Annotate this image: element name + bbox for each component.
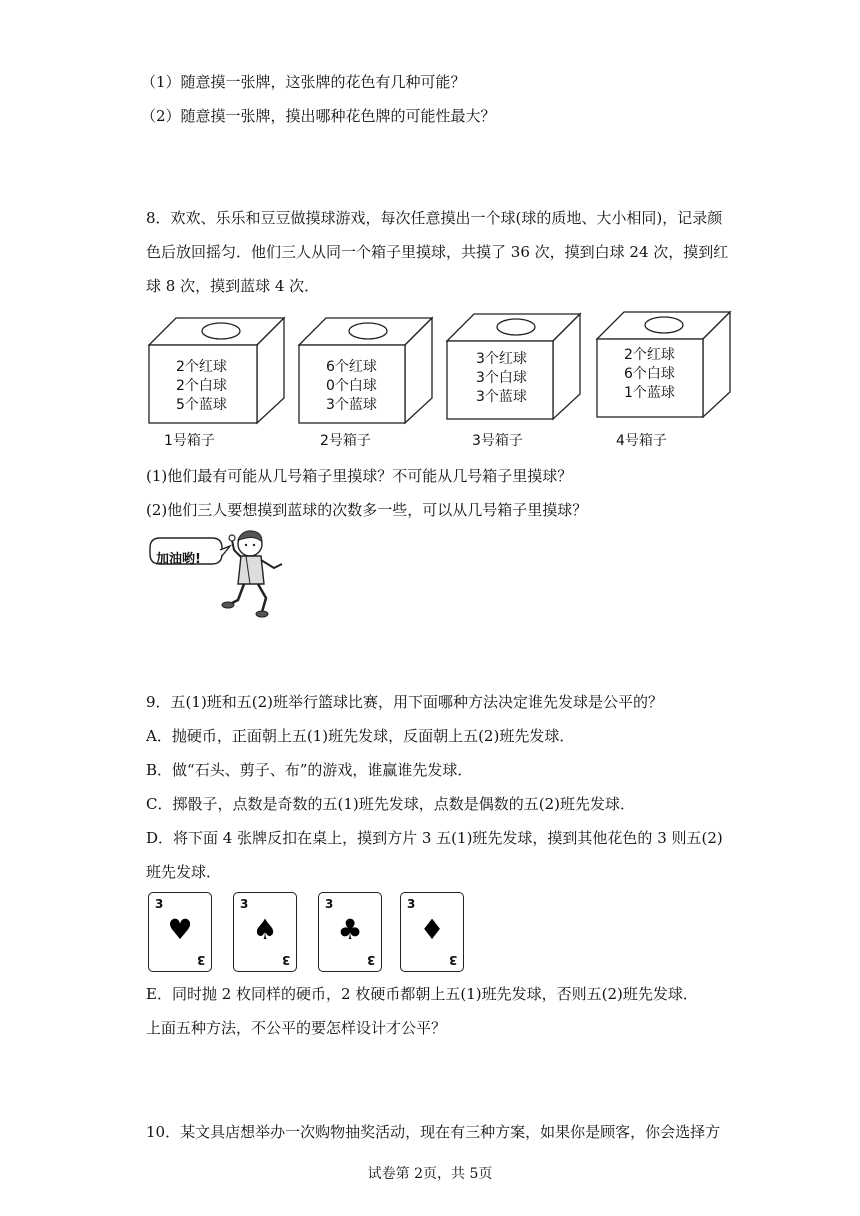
card-heart-3: [148, 892, 212, 972]
q7-sub2: （2）随意摸一张牌，摸出哪种花色牌的可能性最大？: [141, 107, 496, 125]
q8-stem-line3: 球 8 次，摸到蓝球 4 次．: [146, 277, 320, 295]
box-4-line-1: 2个红球: [624, 347, 675, 363]
cheering-kid-illustration: [146, 528, 296, 624]
box-4-line-3: 1个蓝球: [624, 385, 675, 401]
card-rank-inverted: 3: [196, 953, 205, 967]
card-rank-inverted: 3: [366, 953, 375, 967]
box-3-label: 3号箱子: [472, 433, 523, 449]
box-2-line-3: 3个蓝球: [326, 397, 377, 413]
box-4-line-2: 6个白球: [624, 366, 675, 382]
q8-stem-line1: 8．欢欢、乐乐和豆豆做摸球游戏，每次任意摸出一个球(球的质地、大小相同)，记录颜: [146, 209, 723, 227]
q9-option-c: C．掷骰子，点数是奇数的五(1)班先发球，点数是偶数的五(2)班先发球．: [146, 795, 635, 813]
card-rank: 3: [240, 897, 249, 911]
q9-stem: 9．五(1)班和五(2)班举行篮球比赛，用下面哪种方法决定谁先发球是公平的？: [146, 693, 664, 711]
q8-sub1: (1)他们最有可能从几号箱子里摸球？不可能从几号箱子里摸球？: [146, 467, 573, 485]
q9-option-a: A．抛硬币，正面朝上五(1)班先发球，反面朝上五(2)班先发球．: [146, 727, 575, 745]
q9-question: 上面五种方法，不公平的要怎样设计才公平？: [146, 1019, 447, 1037]
q7-sub1: （1）随意摸一张牌，这张牌的花色有几种可能？: [141, 73, 466, 91]
card-spade-3: [233, 892, 297, 972]
q9-option-b: B．做“石头、剪子、布”的游戏，谁赢谁先发球．: [146, 761, 473, 779]
box-3-line-1: 3个红球: [476, 351, 527, 367]
card-rank: 3: [325, 897, 334, 911]
card-club-3: [318, 892, 382, 972]
box-1-label: 1号箱子: [164, 433, 215, 449]
box-3-line-2: 3个白球: [476, 370, 527, 386]
box-2: [296, 310, 436, 449]
q8-sub2: (2)他们三人要想摸到蓝球的次数多一些，可以从几号箱子里摸球？: [146, 501, 588, 519]
box-2-label: 2号箱子: [320, 433, 371, 449]
box-1: [146, 310, 286, 449]
box-4: [594, 304, 734, 449]
card-diamond-3: [400, 892, 464, 972]
heart-icon: ♥: [167, 913, 193, 946]
box-4-label: 4号箱子: [616, 433, 667, 449]
club-icon: ♣: [337, 913, 363, 946]
spade-icon: ♠: [252, 913, 278, 946]
box-1-line-1: 2个红球: [176, 359, 227, 375]
box-3-line-3: 3个蓝球: [476, 389, 527, 405]
diamond-icon: ♦: [419, 913, 445, 946]
card-rank: 3: [155, 897, 164, 911]
card-rank: 3: [407, 897, 416, 911]
box-2-line-1: 6个红球: [326, 359, 377, 375]
box-1-line-3: 5个蓝球: [176, 397, 227, 413]
q9-option-d-line1: D．将下面 4 张牌反扣在桌上，摸到方片 3 五(1)班先发球，摸到其他花色的 3 则五(2): [146, 829, 723, 847]
box-3: [444, 306, 584, 449]
playing-cards: [146, 892, 476, 974]
q8-stem-line2: 色后放回摇匀．他们三人从同一个箱子里摸球，共摸了 36 次，摸到白球 24 次，摸到红: [146, 243, 729, 261]
box-1-line-2: 2个白球: [176, 378, 227, 394]
page-footer: 试卷第 2页，共 5页: [367, 1166, 493, 1182]
q9-option-e: E．同时抛 2 枚同样的硬币，2 枚硬币都朝上五(1)班先发球，否则五(2)班先发球．: [146, 985, 698, 1003]
box-2-line-2: 0个白球: [326, 378, 377, 394]
q9-option-d-line2: 班先发球．: [146, 863, 222, 881]
card-rank-inverted: 3: [281, 953, 290, 967]
box-figure: [140, 310, 740, 460]
bubble-text: 加油哟!: [156, 552, 201, 567]
q10-stem-line1: 10．某文具店想举办一次购物抽奖活动，现在有三种方案，如果你是顾客，你会选择方: [146, 1123, 721, 1141]
card-rank-inverted: 3: [448, 953, 457, 967]
